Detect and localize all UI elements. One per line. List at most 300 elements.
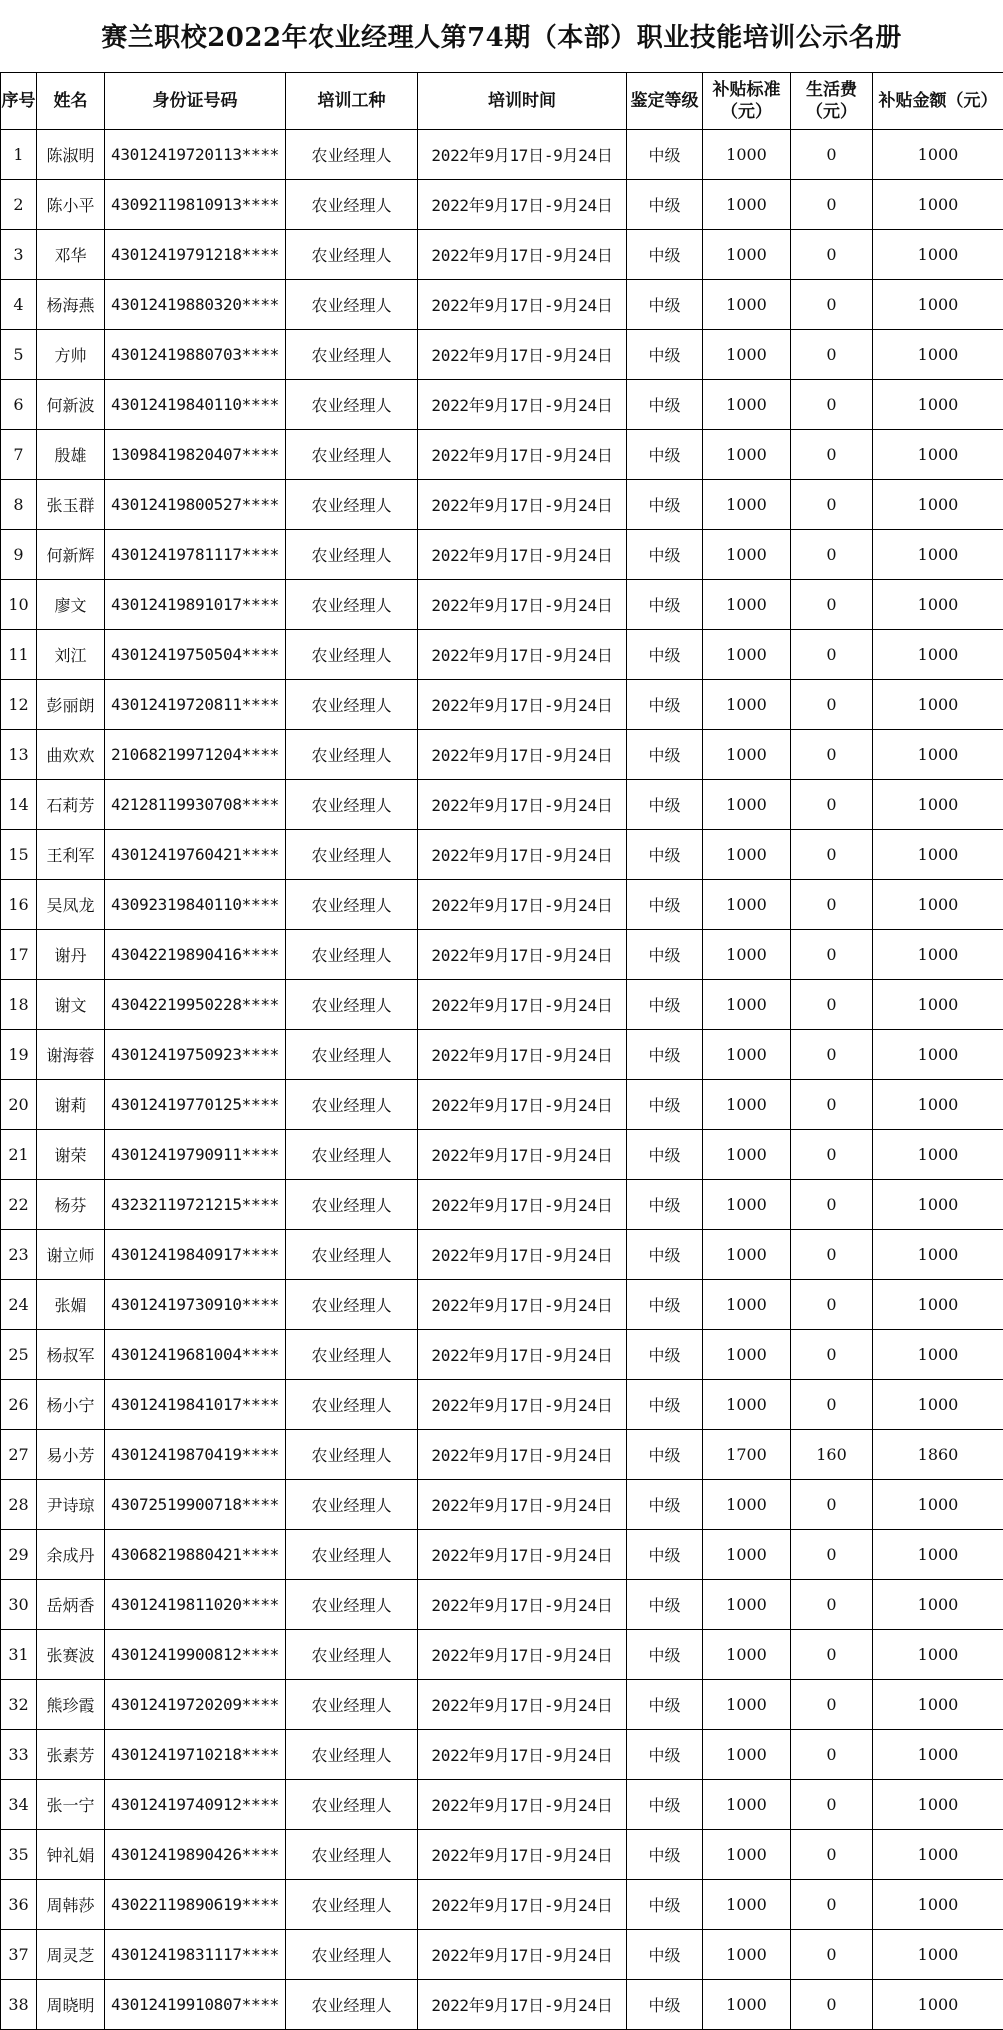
cell-subsidy-amount: 1000 (873, 630, 1003, 680)
table-row (1, 1630, 1003, 1680)
cell-subsidy-standard: 1000 (703, 1830, 791, 1880)
header-id: 身份证号码 (105, 73, 286, 130)
cell-trade: 农业经理人 (286, 830, 418, 880)
cell-training-time: 2022年9月17日-9月24日 (418, 580, 627, 630)
cell-living-fee: 0 (791, 1230, 873, 1280)
cell-subsidy-amount: 1000 (873, 1380, 1003, 1430)
cell-trade: 农业经理人 (286, 1180, 418, 1230)
table-row (1, 1530, 1003, 1580)
cell-subsidy-standard: 1700 (703, 1430, 791, 1480)
cell-id-number: 43012419750504**** (105, 630, 286, 680)
cell-trade: 农业经理人 (286, 580, 418, 630)
cell-living-fee: 0 (791, 430, 873, 480)
cell-id-number: 43012419760421**** (105, 830, 286, 880)
cell-seq: 27 (1, 1430, 37, 1480)
cell-seq: 17 (1, 930, 37, 980)
cell-trade: 农业经理人 (286, 1330, 418, 1380)
cell-subsidy-amount: 1000 (873, 1530, 1003, 1580)
cell-seq: 8 (1, 480, 37, 530)
cell-training-time: 2022年9月17日-9月24日 (418, 1380, 627, 1430)
cell-subsidy-standard: 1000 (703, 580, 791, 630)
table-row (1, 1080, 1003, 1130)
cell-level: 中级 (627, 1080, 703, 1130)
cell-seq: 9 (1, 530, 37, 580)
cell-level: 中级 (627, 1680, 703, 1730)
cell-living-fee: 0 (791, 380, 873, 430)
cell-name: 陈淑明 (37, 130, 105, 180)
header-level: 鉴定等级 (627, 73, 703, 130)
cell-seq: 26 (1, 1380, 37, 1430)
table-row (1, 1330, 1003, 1380)
cell-subsidy-amount: 1860 (873, 1430, 1003, 1480)
cell-seq: 11 (1, 630, 37, 680)
cell-living-fee: 0 (791, 1930, 873, 1980)
cell-name: 曲欢欢 (37, 730, 105, 780)
cell-id-number: 43012419900812**** (105, 1630, 286, 1680)
cell-seq: 22 (1, 1180, 37, 1230)
cell-seq: 35 (1, 1830, 37, 1880)
cell-id-number: 43012419791218**** (105, 230, 286, 280)
cell-subsidy-amount: 1000 (873, 530, 1003, 580)
cell-name: 谢海蓉 (37, 1030, 105, 1080)
cell-seq: 1 (1, 130, 37, 180)
table-row (1, 1930, 1003, 1980)
cell-seq: 31 (1, 1630, 37, 1680)
cell-seq: 10 (1, 580, 37, 630)
cell-training-time: 2022年9月17日-9月24日 (418, 680, 627, 730)
cell-name: 周灵芝 (37, 1930, 105, 1980)
cell-trade: 农业经理人 (286, 1780, 418, 1830)
cell-subsidy-amount: 1000 (873, 1480, 1003, 1530)
cell-subsidy-standard: 1000 (703, 330, 791, 380)
cell-living-fee: 0 (791, 1980, 873, 2030)
cell-seq: 12 (1, 680, 37, 730)
table-row (1, 530, 1003, 580)
cell-id-number: 43012419811020**** (105, 1580, 286, 1630)
cell-subsidy-standard: 1000 (703, 180, 791, 230)
cell-level: 中级 (627, 680, 703, 730)
cell-trade: 农业经理人 (286, 730, 418, 780)
cell-id-number: 43012419781117**** (105, 530, 286, 580)
cell-subsidy-amount: 1000 (873, 1080, 1003, 1130)
cell-level: 中级 (627, 480, 703, 530)
cell-living-fee: 0 (791, 580, 873, 630)
cell-id-number: 43012419730910**** (105, 1280, 286, 1330)
cell-level: 中级 (627, 930, 703, 980)
header-trade: 培训工种 (286, 73, 418, 130)
cell-training-time: 2022年9月17日-9月24日 (418, 1780, 627, 1830)
cell-living-fee: 0 (791, 1830, 873, 1880)
cell-living-fee: 0 (791, 980, 873, 1030)
cell-subsidy-amount: 1000 (873, 1780, 1003, 1830)
cell-trade: 农业经理人 (286, 1930, 418, 1980)
cell-level: 中级 (627, 630, 703, 680)
table-row (1, 1980, 1003, 2030)
cell-level: 中级 (627, 1930, 703, 1980)
cell-name: 张媚 (37, 1280, 105, 1330)
cell-trade: 农业经理人 (286, 1030, 418, 1080)
cell-trade: 农业经理人 (286, 930, 418, 980)
cell-living-fee: 0 (791, 330, 873, 380)
table-row (1, 780, 1003, 830)
table-row (1, 1880, 1003, 1930)
cell-subsidy-amount: 1000 (873, 680, 1003, 730)
cell-subsidy-standard: 1000 (703, 980, 791, 1030)
table-row (1, 380, 1003, 430)
cell-name: 周晓明 (37, 1980, 105, 2030)
table-body (1, 130, 1003, 2030)
cell-id-number: 21068219971204**** (105, 730, 286, 780)
header-subsidy-amount: 补贴金额（元） (873, 73, 1003, 130)
cell-living-fee: 0 (791, 1030, 873, 1080)
cell-trade: 农业经理人 (286, 480, 418, 530)
cell-training-time: 2022年9月17日-9月24日 (418, 780, 627, 830)
cell-living-fee: 0 (791, 830, 873, 880)
cell-name: 谢荣 (37, 1130, 105, 1180)
cell-id-number: 43012419831117**** (105, 1930, 286, 1980)
cell-training-time: 2022年9月17日-9月24日 (418, 1330, 627, 1380)
cell-trade: 农业经理人 (286, 530, 418, 580)
cell-training-time: 2022年9月17日-9月24日 (418, 1630, 627, 1680)
cell-seq: 4 (1, 280, 37, 330)
cell-trade: 农业经理人 (286, 780, 418, 830)
cell-id-number: 43068219880421**** (105, 1530, 286, 1580)
cell-training-time: 2022年9月17日-9月24日 (418, 430, 627, 480)
table-row (1, 980, 1003, 1030)
cell-living-fee: 0 (791, 230, 873, 280)
cell-trade: 农业经理人 (286, 430, 418, 480)
table-row (1, 330, 1003, 380)
cell-subsidy-amount: 1000 (873, 430, 1003, 480)
table-row (1, 1680, 1003, 1730)
cell-living-fee: 0 (791, 1530, 873, 1580)
cell-subsidy-amount: 1000 (873, 880, 1003, 930)
cell-level: 中级 (627, 1030, 703, 1080)
cell-name: 张赛波 (37, 1630, 105, 1680)
cell-trade: 农业经理人 (286, 1630, 418, 1680)
header-time: 培训时间 (418, 73, 627, 130)
cell-living-fee: 0 (791, 1730, 873, 1780)
cell-seq: 16 (1, 880, 37, 930)
cell-id-number: 43042219890416**** (105, 930, 286, 980)
cell-trade: 农业经理人 (286, 1480, 418, 1530)
header-row (1, 73, 1003, 130)
cell-level: 中级 (627, 1880, 703, 1930)
cell-subsidy-standard: 1000 (703, 780, 791, 830)
cell-subsidy-standard: 1000 (703, 130, 791, 180)
table-row (1, 1830, 1003, 1880)
cell-subsidy-standard: 1000 (703, 1080, 791, 1130)
cell-training-time: 2022年9月17日-9月24日 (418, 1730, 627, 1780)
cell-subsidy-amount: 1000 (873, 180, 1003, 230)
cell-id-number: 43012419710218**** (105, 1730, 286, 1780)
cell-name: 石莉芳 (37, 780, 105, 830)
table-row (1, 830, 1003, 880)
cell-training-time: 2022年9月17日-9月24日 (418, 280, 627, 330)
cell-id-number: 43012419840917**** (105, 1230, 286, 1280)
cell-living-fee: 0 (791, 130, 873, 180)
cell-training-time: 2022年9月17日-9月24日 (418, 630, 627, 680)
cell-training-time: 2022年9月17日-9月24日 (418, 380, 627, 430)
cell-id-number: 42128119930708**** (105, 780, 286, 830)
cell-name: 何新辉 (37, 530, 105, 580)
cell-subsidy-standard: 1000 (703, 280, 791, 330)
cell-subsidy-standard: 1000 (703, 630, 791, 680)
cell-subsidy-standard: 1000 (703, 930, 791, 980)
cell-subsidy-amount: 1000 (873, 830, 1003, 880)
cell-level: 中级 (627, 1980, 703, 2030)
cell-name: 谢莉 (37, 1080, 105, 1130)
cell-trade: 农业经理人 (286, 1130, 418, 1180)
cell-trade: 农业经理人 (286, 180, 418, 230)
cell-name: 谢立师 (37, 1230, 105, 1280)
cell-id-number: 43012419870419**** (105, 1430, 286, 1480)
cell-trade: 农业经理人 (286, 1530, 418, 1580)
table-row (1, 1730, 1003, 1780)
cell-training-time: 2022年9月17日-9月24日 (418, 930, 627, 980)
cell-living-fee: 0 (791, 180, 873, 230)
cell-trade: 农业经理人 (286, 1730, 418, 1780)
cell-id-number: 13098419820407**** (105, 430, 286, 480)
cell-trade: 农业经理人 (286, 330, 418, 380)
cell-living-fee: 0 (791, 1580, 873, 1630)
cell-level: 中级 (627, 430, 703, 480)
cell-seq: 33 (1, 1730, 37, 1780)
cell-trade: 农业经理人 (286, 280, 418, 330)
cell-level: 中级 (627, 330, 703, 380)
cell-living-fee: 0 (791, 530, 873, 580)
cell-subsidy-standard: 1000 (703, 1880, 791, 1930)
cell-level: 中级 (627, 780, 703, 830)
cell-subsidy-standard: 1000 (703, 1580, 791, 1630)
cell-name: 尹诗琼 (37, 1480, 105, 1530)
cell-name: 易小芳 (37, 1430, 105, 1480)
header-name: 姓名 (37, 73, 105, 130)
cell-living-fee: 0 (791, 880, 873, 930)
cell-id-number: 43012419840110**** (105, 380, 286, 430)
cell-subsidy-amount: 1000 (873, 1280, 1003, 1330)
cell-training-time: 2022年9月17日-9月24日 (418, 1980, 627, 2030)
cell-subsidy-amount: 1000 (873, 1030, 1003, 1080)
table-row (1, 1130, 1003, 1180)
table-row (1, 930, 1003, 980)
table-row (1, 580, 1003, 630)
cell-seq: 14 (1, 780, 37, 830)
cell-id-number: 43012419740912**** (105, 1780, 286, 1830)
cell-trade: 农业经理人 (286, 1280, 418, 1330)
cell-training-time: 2022年9月17日-9月24日 (418, 480, 627, 530)
cell-subsidy-amount: 1000 (873, 1330, 1003, 1380)
cell-trade: 农业经理人 (286, 380, 418, 430)
cell-seq: 36 (1, 1880, 37, 1930)
cell-subsidy-amount: 1000 (873, 130, 1003, 180)
cell-id-number: 43012419880320**** (105, 280, 286, 330)
cell-subsidy-standard: 1000 (703, 1230, 791, 1280)
cell-training-time: 2022年9月17日-9月24日 (418, 1680, 627, 1730)
cell-trade: 农业经理人 (286, 1880, 418, 1930)
table-row (1, 1280, 1003, 1330)
cell-subsidy-amount: 1000 (873, 1180, 1003, 1230)
cell-training-time: 2022年9月17日-9月24日 (418, 1230, 627, 1280)
cell-trade: 农业经理人 (286, 1830, 418, 1880)
cell-trade: 农业经理人 (286, 1380, 418, 1430)
cell-id-number: 43012419770125**** (105, 1080, 286, 1130)
cell-living-fee: 0 (791, 1080, 873, 1130)
cell-seq: 34 (1, 1780, 37, 1830)
cell-training-time: 2022年9月17日-9月24日 (418, 880, 627, 930)
cell-training-time: 2022年9月17日-9月24日 (418, 330, 627, 380)
cell-seq: 37 (1, 1930, 37, 1980)
header-seq: 序号 (1, 73, 37, 130)
cell-subsidy-amount: 1000 (873, 580, 1003, 630)
cell-level: 中级 (627, 1430, 703, 1480)
cell-subsidy-amount: 1000 (873, 230, 1003, 280)
cell-training-time: 2022年9月17日-9月24日 (418, 230, 627, 280)
cell-seq: 18 (1, 980, 37, 1030)
cell-training-time: 2022年9月17日-9月24日 (418, 1480, 627, 1530)
cell-training-time: 2022年9月17日-9月24日 (418, 1880, 627, 1930)
cell-subsidy-standard: 1000 (703, 1380, 791, 1430)
cell-subsidy-standard: 1000 (703, 1480, 791, 1530)
cell-subsidy-standard: 1000 (703, 1780, 791, 1830)
cell-subsidy-amount: 1000 (873, 330, 1003, 380)
cell-seq: 23 (1, 1230, 37, 1280)
cell-level: 中级 (627, 1730, 703, 1780)
table-row (1, 880, 1003, 930)
cell-name: 吴凤龙 (37, 880, 105, 930)
cell-seq: 38 (1, 1980, 37, 2030)
cell-subsidy-standard: 1000 (703, 1630, 791, 1680)
cell-trade: 农业经理人 (286, 130, 418, 180)
cell-seq: 30 (1, 1580, 37, 1630)
header-subsidy-standard: 补贴标准（元） (703, 73, 791, 130)
cell-level: 中级 (627, 530, 703, 580)
cell-name: 王利军 (37, 830, 105, 880)
cell-level: 中级 (627, 730, 703, 780)
cell-seq: 19 (1, 1030, 37, 1080)
cell-level: 中级 (627, 1630, 703, 1680)
cell-level: 中级 (627, 1830, 703, 1880)
cell-subsidy-amount: 1000 (873, 1880, 1003, 1930)
cell-trade: 农业经理人 (286, 880, 418, 930)
cell-subsidy-standard: 1000 (703, 1180, 791, 1230)
cell-level: 中级 (627, 1380, 703, 1430)
cell-seq: 5 (1, 330, 37, 380)
cell-level: 中级 (627, 230, 703, 280)
cell-seq: 28 (1, 1480, 37, 1530)
cell-level: 中级 (627, 1330, 703, 1380)
header-living-fee: 生活费（元） (791, 73, 873, 130)
cell-living-fee: 0 (791, 1280, 873, 1330)
roster-table (0, 72, 1003, 2030)
cell-id-number: 43092119810913**** (105, 180, 286, 230)
cell-seq: 13 (1, 730, 37, 780)
cell-name: 陈小平 (37, 180, 105, 230)
cell-trade: 农业经理人 (286, 680, 418, 730)
cell-id-number: 43042219950228**** (105, 980, 286, 1030)
cell-seq: 3 (1, 230, 37, 280)
cell-living-fee: 0 (791, 780, 873, 830)
cell-level: 中级 (627, 580, 703, 630)
cell-id-number: 43012419720113**** (105, 130, 286, 180)
cell-subsidy-standard: 1000 (703, 1930, 791, 1980)
cell-seq: 20 (1, 1080, 37, 1130)
cell-level: 中级 (627, 180, 703, 230)
cell-subsidy-standard: 1000 (703, 430, 791, 480)
cell-seq: 2 (1, 180, 37, 230)
cell-living-fee: 0 (791, 280, 873, 330)
cell-subsidy-amount: 1000 (873, 1730, 1003, 1780)
cell-subsidy-amount: 1000 (873, 380, 1003, 430)
cell-trade: 农业经理人 (286, 1980, 418, 2030)
cell-subsidy-standard: 1000 (703, 1980, 791, 2030)
cell-level: 中级 (627, 1280, 703, 1330)
cell-subsidy-amount: 1000 (873, 1230, 1003, 1280)
cell-name: 廖文 (37, 580, 105, 630)
cell-living-fee: 0 (791, 1330, 873, 1380)
cell-living-fee: 0 (791, 1480, 873, 1530)
cell-training-time: 2022年9月17日-9月24日 (418, 1030, 627, 1080)
table-row (1, 1580, 1003, 1630)
cell-subsidy-standard: 1000 (703, 530, 791, 580)
cell-training-time: 2022年9月17日-9月24日 (418, 1280, 627, 1330)
cell-trade: 农业经理人 (286, 1080, 418, 1130)
cell-subsidy-standard: 1000 (703, 480, 791, 530)
cell-name: 周韩莎 (37, 1880, 105, 1930)
cell-subsidy-standard: 1000 (703, 230, 791, 280)
cell-level: 中级 (627, 980, 703, 1030)
cell-seq: 7 (1, 430, 37, 480)
cell-seq: 21 (1, 1130, 37, 1180)
cell-subsidy-amount: 1000 (873, 1580, 1003, 1630)
cell-subsidy-amount: 1000 (873, 480, 1003, 530)
cell-seq: 15 (1, 830, 37, 880)
cell-living-fee: 160 (791, 1430, 873, 1480)
cell-training-time: 2022年9月17日-9月24日 (418, 1530, 627, 1580)
cell-id-number: 43092319840110**** (105, 880, 286, 930)
cell-level: 中级 (627, 130, 703, 180)
cell-living-fee: 0 (791, 1180, 873, 1230)
cell-subsidy-amount: 1000 (873, 980, 1003, 1030)
cell-training-time: 2022年9月17日-9月24日 (418, 1130, 627, 1180)
cell-name: 张一宁 (37, 1780, 105, 1830)
cell-name: 杨海燕 (37, 280, 105, 330)
cell-subsidy-standard: 1000 (703, 1530, 791, 1580)
cell-training-time: 2022年9月17日-9月24日 (418, 1830, 627, 1880)
cell-id-number: 43012419720209**** (105, 1680, 286, 1730)
table-row (1, 430, 1003, 480)
cell-id-number: 43072519900718**** (105, 1480, 286, 1530)
cell-id-number: 43012419750923**** (105, 1030, 286, 1080)
table-row (1, 180, 1003, 230)
table-row (1, 730, 1003, 780)
cell-id-number: 43232119721215**** (105, 1180, 286, 1230)
cell-subsidy-amount: 1000 (873, 1630, 1003, 1680)
cell-subsidy-amount: 1000 (873, 780, 1003, 830)
cell-name: 何新波 (37, 380, 105, 430)
cell-seq: 24 (1, 1280, 37, 1330)
cell-seq: 6 (1, 380, 37, 430)
cell-living-fee: 0 (791, 1680, 873, 1730)
cell-id-number: 43012419800527**** (105, 480, 286, 530)
page-title: 赛兰职校2022年农业经理人第74期（本部）职业技能培训公示名册 (101, 23, 902, 53)
cell-training-time: 2022年9月17日-9月24日 (418, 530, 627, 580)
cell-trade: 农业经理人 (286, 1430, 418, 1480)
cell-id-number: 43012419841017**** (105, 1380, 286, 1430)
cell-level: 中级 (627, 1580, 703, 1630)
cell-living-fee: 0 (791, 1130, 873, 1180)
cell-subsidy-standard: 1000 (703, 880, 791, 930)
